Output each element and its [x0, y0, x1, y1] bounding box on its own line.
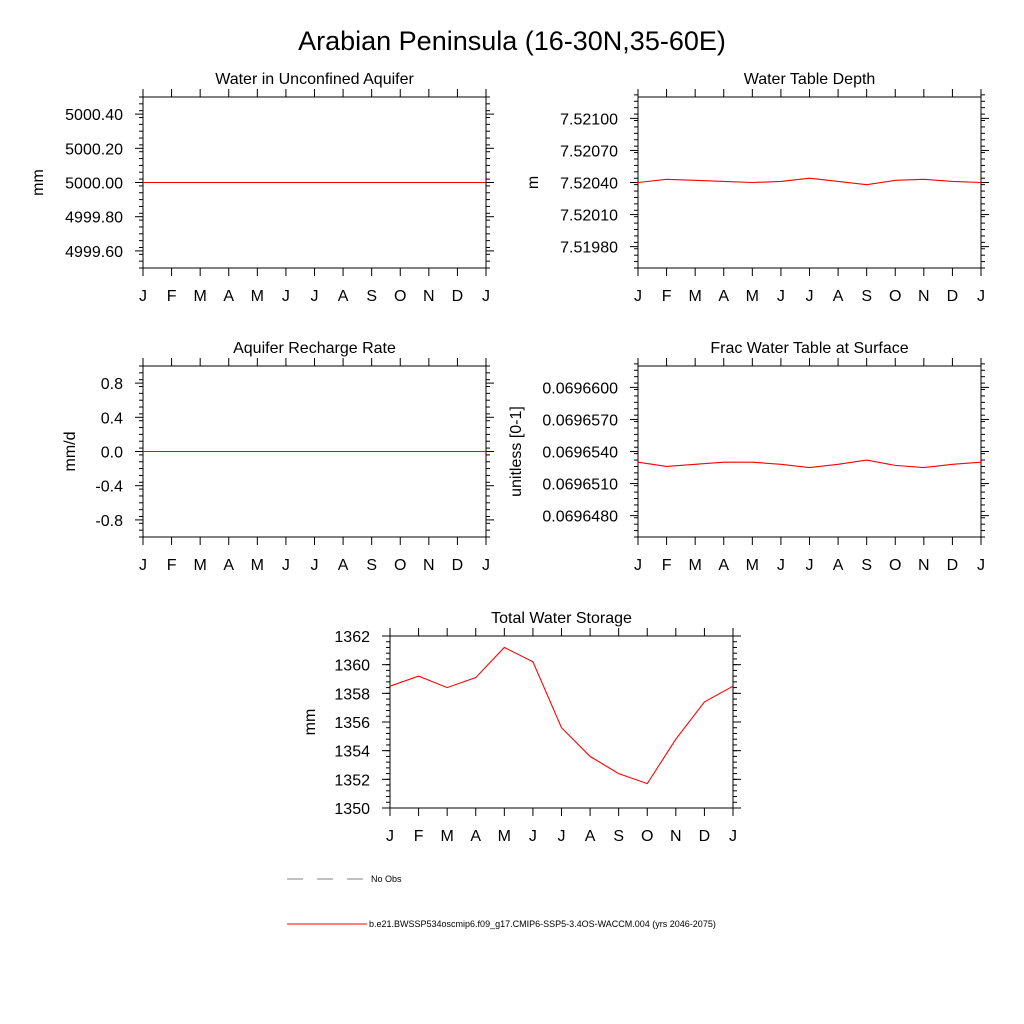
- x-tick-label: M: [193, 557, 207, 574]
- y-tick-label: 0.0696480: [542, 508, 618, 526]
- y-tick-label: 7.52100: [560, 111, 618, 129]
- plot-frame: [638, 366, 981, 537]
- plot-frame: [390, 636, 733, 808]
- series-line: [638, 178, 981, 184]
- y-tick-label: 0.8: [100, 376, 123, 394]
- plot-frame: [638, 97, 981, 268]
- y-tick-label: 5000.20: [65, 141, 123, 159]
- x-tick-label: J: [139, 288, 147, 305]
- x-tick-label: M: [497, 828, 511, 845]
- x-tick-label: A: [718, 288, 730, 305]
- panel-title: Frac Water Table at Surface: [710, 340, 909, 357]
- panel-water-unconfined-aquifer: [30, 71, 494, 305]
- panel-aquifer-recharge-rate: [62, 340, 494, 574]
- y-tick-label: 5000.40: [65, 107, 123, 125]
- x-tick-label: S: [861, 557, 873, 574]
- y-tick-label: 7.52070: [560, 143, 618, 161]
- x-tick-label: M: [250, 288, 264, 305]
- y-tick-label: 7.52010: [560, 207, 618, 225]
- x-tick-label: J: [634, 557, 642, 574]
- x-tick-label: N: [918, 557, 930, 574]
- x-tick-label: M: [688, 557, 702, 574]
- y-tick-label: 0.0696570: [542, 412, 618, 430]
- y-tick-label: 5000.00: [65, 175, 123, 193]
- y-tick-label: 1350: [334, 801, 370, 818]
- y-axis-label: mm: [302, 708, 319, 736]
- x-tick-label: A: [718, 557, 730, 574]
- panel-frac-water-table-surface: [508, 340, 989, 574]
- x-tick-label: J: [386, 828, 394, 845]
- y-tick-label: 0.4: [100, 410, 123, 428]
- x-tick-label: A: [832, 288, 844, 305]
- y-tick-label: 7.52040: [560, 175, 618, 193]
- y-axis-label: unitless [0-1]: [508, 406, 525, 497]
- x-tick-label: J: [482, 288, 490, 305]
- x-tick-label: N: [670, 828, 682, 845]
- y-axis-label: mm/d: [62, 431, 79, 472]
- x-tick-label: S: [861, 288, 873, 305]
- y-tick-label: 4999.60: [65, 243, 123, 261]
- x-tick-label: O: [641, 828, 654, 845]
- panel-water-table-depth: [525, 71, 989, 305]
- x-tick-label: N: [918, 288, 930, 305]
- x-tick-label: J: [557, 828, 566, 845]
- x-tick-label: A: [223, 288, 235, 305]
- x-tick-label: N: [423, 557, 435, 574]
- x-tick-label: S: [366, 557, 378, 574]
- x-tick-label: J: [729, 828, 737, 845]
- x-tick-label: D: [946, 557, 959, 574]
- series-line: [390, 647, 733, 783]
- legend: [287, 874, 716, 929]
- x-tick-label: A: [584, 828, 596, 845]
- y-tick-label: 7.51980: [560, 239, 618, 257]
- x-tick-label: D: [451, 288, 464, 305]
- legend-model-label: b.e21.BWSSP534oscmip6.f09_g17.CMIP6-SSP5-3.4OS-WACCM.004 (yrs 2046-2075): [369, 919, 716, 929]
- x-tick-label: A: [470, 828, 482, 845]
- x-tick-label: M: [250, 557, 264, 574]
- figure-title: Arabian Peninsula (16-30N,35-60E): [298, 26, 726, 56]
- x-tick-label: J: [776, 557, 785, 574]
- panel-title: Water Table Depth: [743, 71, 876, 88]
- x-tick-label: D: [946, 288, 959, 305]
- x-tick-label: A: [337, 557, 349, 574]
- x-tick-label: O: [394, 557, 407, 574]
- x-tick-label: J: [281, 557, 290, 574]
- panel-title: Water in Unconfined Aquifer: [215, 71, 414, 88]
- panel-title: Aquifer Recharge Rate: [233, 340, 396, 357]
- y-tick-label: -0.4: [95, 478, 123, 496]
- y-tick-label: 1362: [334, 629, 370, 646]
- x-tick-label: A: [832, 557, 844, 574]
- y-axis-label: m: [525, 175, 542, 190]
- series-line: [638, 460, 981, 467]
- x-tick-label: D: [451, 557, 464, 574]
- panel-total-water-storage: [302, 610, 741, 845]
- y-tick-label: 0.0696600: [542, 380, 618, 398]
- y-axis-label: mm: [30, 169, 47, 196]
- x-tick-label: J: [310, 557, 319, 574]
- y-tick-label: 1360: [334, 657, 370, 675]
- x-tick-label: J: [805, 288, 814, 305]
- x-tick-label: M: [193, 288, 207, 305]
- x-tick-label: S: [613, 828, 625, 845]
- x-tick-label: N: [423, 288, 435, 305]
- x-tick-label: J: [310, 288, 319, 305]
- x-tick-label: M: [688, 288, 702, 305]
- x-tick-label: J: [482, 557, 490, 574]
- y-tick-label: -0.8: [95, 512, 123, 530]
- x-tick-label: J: [805, 557, 814, 574]
- y-tick-label: 0.0: [100, 444, 123, 462]
- y-tick-label: 0.0696540: [542, 444, 618, 462]
- x-tick-label: J: [977, 288, 985, 305]
- x-tick-label: J: [977, 557, 985, 574]
- x-tick-label: J: [634, 288, 642, 305]
- x-tick-label: A: [223, 557, 235, 574]
- x-tick-label: O: [889, 557, 902, 574]
- x-tick-label: S: [366, 288, 378, 305]
- x-tick-label: F: [166, 288, 177, 305]
- y-tick-label: 4999.80: [65, 209, 123, 227]
- x-tick-label: F: [661, 557, 672, 574]
- x-tick-label: F: [166, 557, 177, 574]
- y-tick-label: 0.0696510: [542, 476, 618, 494]
- x-tick-label: M: [745, 557, 759, 574]
- x-tick-label: F: [661, 288, 672, 305]
- legend-obs-label: No Obs: [371, 874, 402, 884]
- y-tick-label: 1358: [334, 686, 370, 704]
- x-tick-label: D: [698, 828, 711, 845]
- x-tick-label: M: [440, 828, 454, 845]
- x-tick-label: J: [139, 557, 147, 574]
- x-tick-label: J: [528, 828, 537, 845]
- x-tick-label: A: [337, 288, 349, 305]
- x-tick-label: O: [394, 288, 407, 305]
- x-tick-label: J: [281, 288, 290, 305]
- y-tick-label: 1356: [334, 715, 370, 732]
- x-tick-label: J: [776, 288, 785, 305]
- x-tick-label: M: [745, 288, 759, 305]
- y-tick-label: 1354: [334, 743, 370, 761]
- panel-title: Total Water Storage: [491, 610, 632, 627]
- x-tick-label: F: [413, 828, 424, 845]
- x-tick-label: O: [889, 288, 902, 305]
- y-tick-label: 1352: [334, 772, 370, 790]
